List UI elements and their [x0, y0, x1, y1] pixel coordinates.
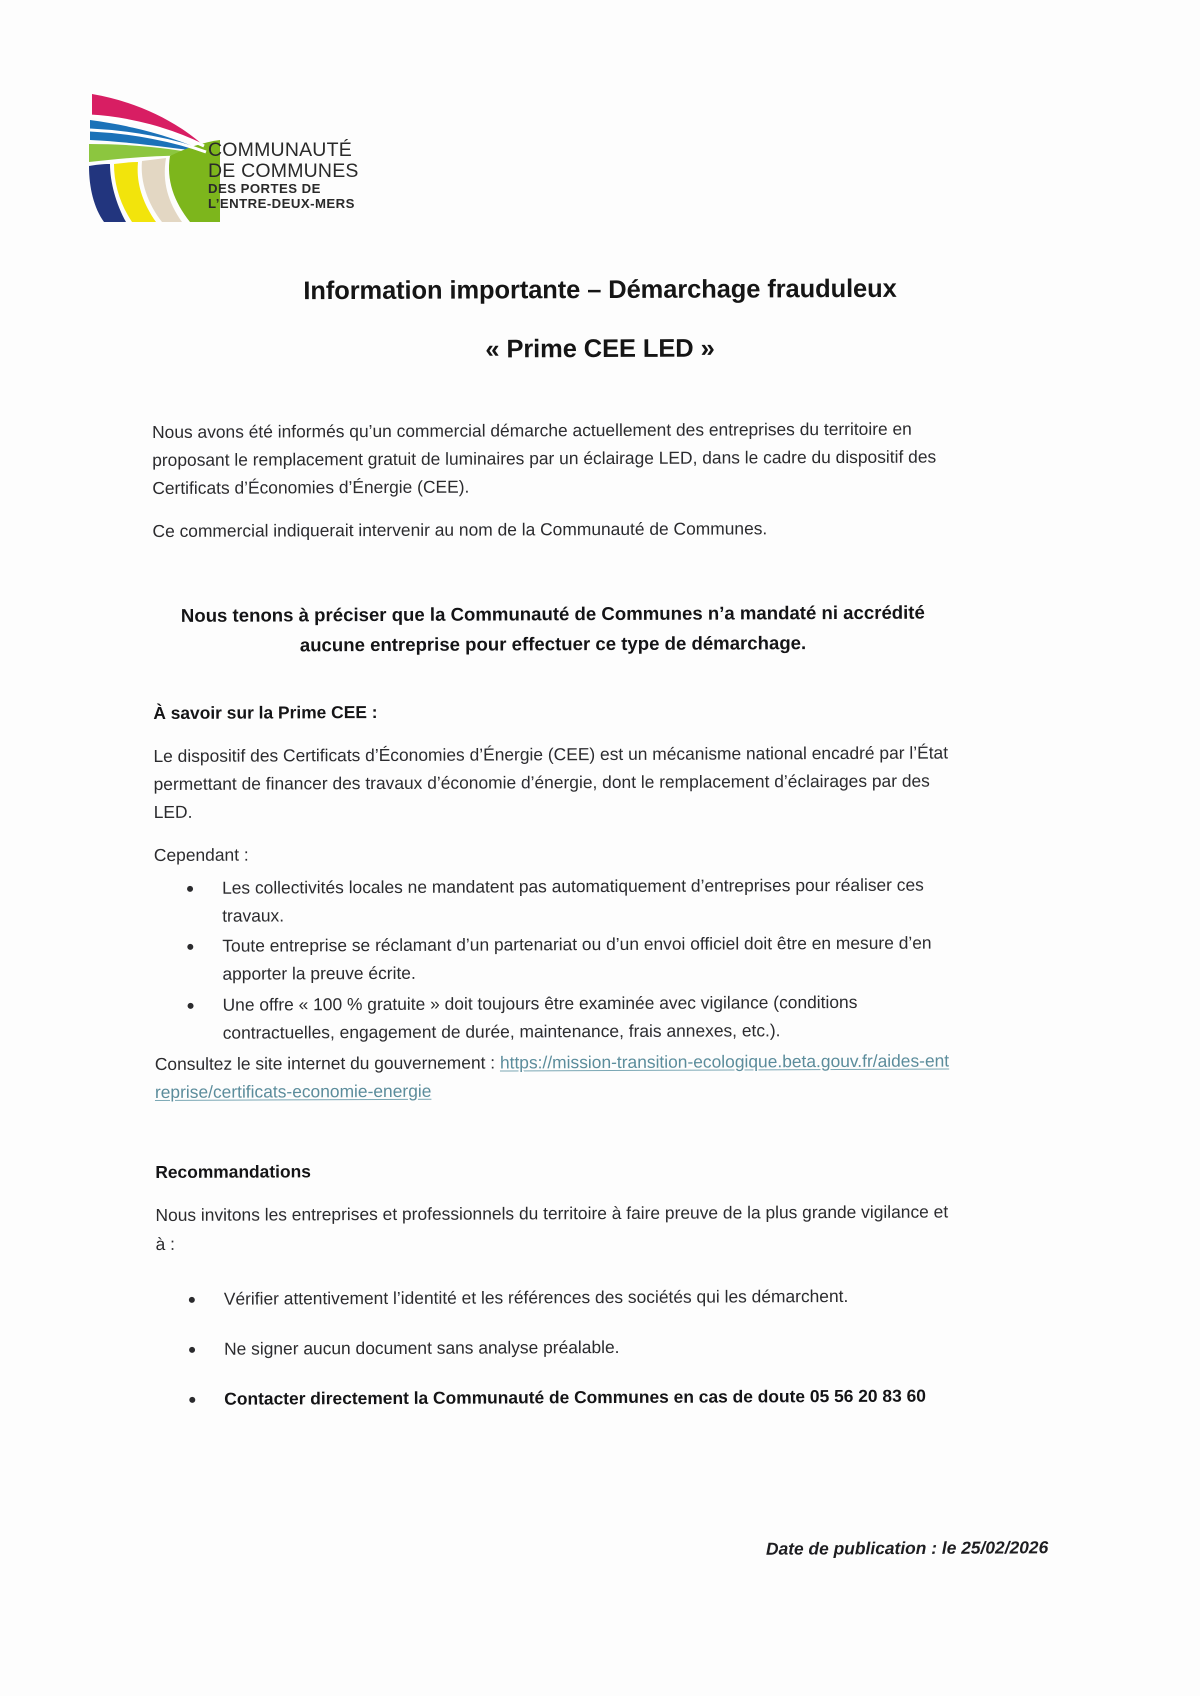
prime-cee-paragraph: Le dispositif des Certificats d’Économies d’Énergie (CEE) est un mécanisme national encadré par l’État permettant de financer des travaux d’économie d’énergie, dont le remplacement d’éclairages par des LED.	[153, 742, 949, 823]
intro-paragraph-1: Nous avons été informés qu’un commercial démarche actuellement des entreprises du territoire en proposant le remplacement gratuit de luminaires par un éclairage LED, dans le cadre du dispositif des Certificats d’Économies d’Énergie (CEE).	[152, 418, 937, 499]
list-item-contact: Contacter directement la Communauté de Communes en cas de doute 05 56 20 83 60	[156, 1382, 956, 1413]
list-item: Les collectivités locales ne mandatent pas automatiquement d’entreprises pour réaliser ces travaux.	[154, 871, 954, 930]
prime-cee-lead-in: Cependant :	[153, 844, 249, 865]
logo-line-2: DE COMMUNES	[208, 159, 359, 182]
page-subtitle: « Prime CEE LED »	[485, 334, 715, 364]
publication-date: Date de publication : le 25/02/2026	[765, 1537, 1049, 1559]
intro-paragraph-2: Ce commercial indiquerait intervenir au nom de la Communauté de Communes.	[152, 517, 768, 541]
list-item: Ne signer aucun document sans analyse préalable.	[156, 1332, 956, 1363]
list-item: Toute entreprise se réclamant d’un partenariat ou d’un envoi officiel doit être en mesure d’en apporter la preuve écrite.	[154, 930, 954, 989]
page-title: Information importante – Démarchage frauduleux	[303, 274, 897, 306]
list-item: Une offre « 100 % gratuite » doit toujours être examinée avec vigilance (conditions contractuelles, engagement de durée, maintenance, frais annexes, etc.).	[155, 989, 955, 1048]
list-item: Vérifier attentivement l’identité et les références des sociétés qui les démarchent.	[156, 1282, 956, 1313]
consult-government-site-line	[155, 1047, 955, 1106]
spacer	[153, 555, 953, 600]
recommendations-paragraph: Nous invitons les entreprises et professionnels du territoire à faire preuve de la plus grande vigilance et à :	[155, 1202, 949, 1254]
logo-swoosh-graphic	[80, 82, 220, 222]
document-body	[152, 415, 956, 1436]
logo-line-4: L’ENTRE-DEUX-MERS	[208, 196, 355, 212]
spacer	[153, 657, 953, 702]
logo-text-block	[208, 140, 359, 211]
section-heading-prime-cee: À savoir sur la Prime CEE :	[153, 701, 378, 723]
logo-line-3: DES PORTES DE	[208, 181, 321, 197]
consult-label: Consultez le site internet du gouvernement :	[154, 1052, 500, 1074]
section-heading-recommendations: Recommandations	[155, 1161, 311, 1183]
logo-line-1: COMMUNAUTÉ	[208, 139, 352, 161]
organization-logo	[80, 82, 370, 222]
emphasis-statement: Nous tenons à préciser que la Communauté de Communes n’a mandaté ni accrédité aucune entreprise pour effectuer ce type de démarchage.	[180, 601, 925, 656]
document-header	[0, 276, 1200, 364]
spacer	[155, 1103, 955, 1148]
prime-cee-bullet-list	[154, 871, 955, 1048]
government-site-link[interactable]: https://mission-transition-ecologique.beta.gouv.fr/aides-entreprise/certificats-economie-energie	[154, 1050, 950, 1102]
recommendations-bullet-list	[156, 1282, 957, 1413]
